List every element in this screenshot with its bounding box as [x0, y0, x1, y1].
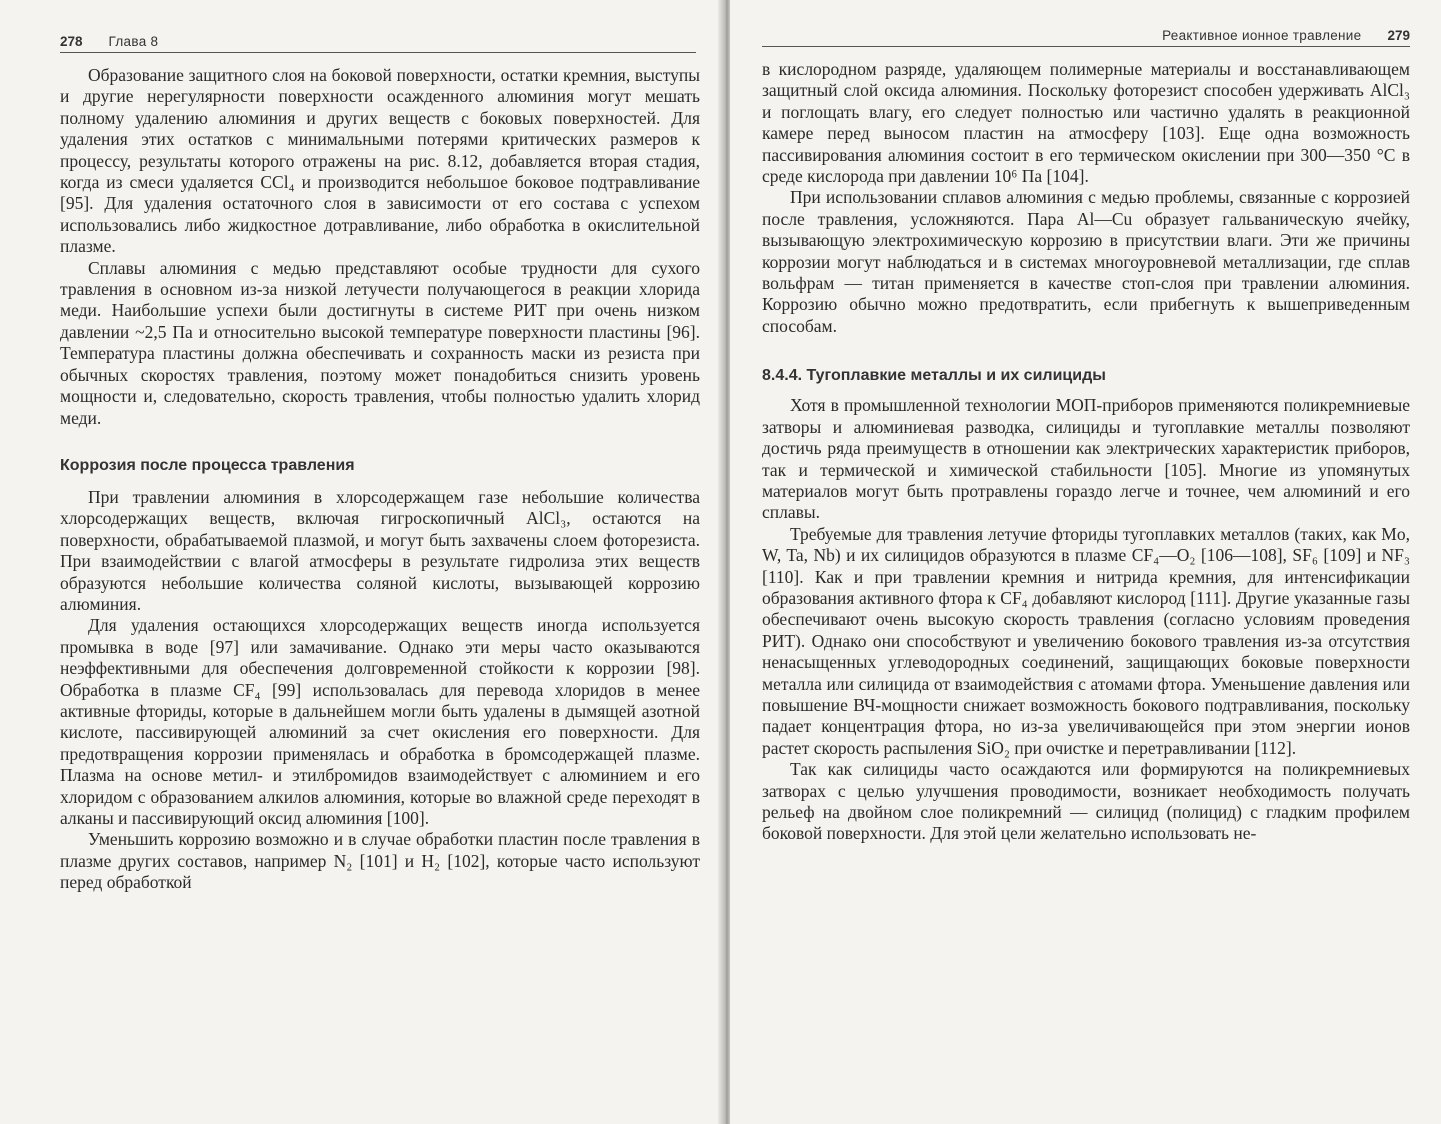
paragraph: Сплавы алюминия с медью представляют особые трудности для сухого травления в основном из-за низкой летучести получающегося в реакции хлорида меди. Наибольшие успехи были достигнуты в системе РИТ при очень низком давлении ~2,5 Па и относительно высокой температуре поверхности пластины [96]. Температура пластины должна обеспечивать и сохранность маски из резиста при обычных скоростях травления, поэтому может понадобиться снизить уровень мощности и, следовательно, скорость травления, чтобы полностью удалить хлорид меди. [60, 257, 700, 428]
paragraph: Образование защитного слоя на боковой поверхности, остатки кремния, выступы и другие нерегулярности поверхности осажденного алюминия могут мешать полному удалению алюминия и других веществ с боковых поверхностей. Для удаления этих остатков с минимальными потерями критических размеров к процессу, результаты которого отражены на рис. 8.12, добавляется вторая стадия, когда из смеси удаляется CCl₄ и производится небольшое боковое подтравливание [95]. Для удаления остаточного слоя в зависимости от его состава с успехом использовались либо жидкостное дотравливание, либо обработка в окислительной плазме. [60, 65, 700, 257]
paragraph: Для удаления остающихся хлорсодержащих веществ иногда используется промывка в воде [97] или замачивание. Однако эти меры часто оказываются неэффективными для обеспечения долговременной стойкости к коррозии [98]. Обработка в плазме CF₄ [99] использовалась для перевода хлоридов в менее активные фториды, которые в дальнейшем могли быть удалены в дымящей азотной кислоте, пассивирующей алюминий за счет окисления его поверхности. Для предотвращения коррозии применялась и обработка в бромсодержащей плазме. Плазма на основе метил- и этилбромидов взаимодействует с алюминием и его хлоридом с образованием алкилов алюминия, которые во влажной среде переходят в алканы и пассивирующий оксид алюминия [100]. [60, 615, 700, 828]
right-page-header [762, 28, 1410, 47]
left-page-header [60, 34, 696, 53]
paragraph: Хотя в промышленной технологии МОП-приборов применяются поликремниевые затворы и алюминиевая разводка, силициды и тугоплавкие металлы позволяют достичь ряда преимуществ в отношении как электрических характеристик приборов, так и термической и химической стабильности [105]. Многие из упомянутых материалов могут быть протравлены гораздо легче и точнее, чем алюминий и его сплавы. [762, 395, 1410, 523]
running-head: Реактивное ионное травление [1162, 28, 1362, 43]
page-number: 278 [60, 34, 83, 49]
paragraph: Требуемые для травления летучие фториды тугоплавких металлов (таких, как Mo, W, Ta, Nb) и их силицидов образуются в плазме CF₄—O₂ [106—108], SF₆ [109] и NF₃ [110]. Как и при травлении кремния и нитрида кремния, для интенсификации образования активного фтора к CF₄ добавляют кислород [111]. Другие указанные газы обеспечивают очень высокую скорость травления (согласно условиям проведения РИТ). Однако они способствуют и увеличению бокового травления из-за отсутствия ненасыщенных углеводородных соединений, защищающих боковые поверхности металла или силицида от взаимодействия с атомами фтора. Уменьшение давления или повышение ВЧ-мощности снижает возможность бокового подтравливания, поскольку падает концентрация фтора, но из-за увеличивающейся при этом энергии ионов растет скорость распыления SiO₂ при очистке и перетравливании [112]. [762, 523, 1410, 758]
paragraph: При травлении алюминия в хлорсодержащем газе небольшие количества хлорсодержащих веществ, включая гигроскопичный AlCl₃, остаются на поверхности, обрабатываемой плазмой, и могут быть захвачены слоем фоторезиста. При взаимодействии с влагой атмосферы в результате гидролиза этих веществ образуются небольшие количества соляной кислоты, вызывающей коррозию алюминия. [60, 486, 700, 614]
right-page [730, 0, 1441, 1124]
paragraph: в кислородном разряде, удаляющем полимерные материалы и восстанавливающем защитный слой оксида алюминия. Поскольку фоторезист способен удерживать AlCl₃ и поглощать влагу, его следует полностью или частично удалять в реакционной камере перед выносом пластин на атмосферу [103]. Еще одна возможность пассивирования алюминия состоит в его термическом окислении при 300—350 °C в среде кислорода при давлении 10⁶ Па [104]. [762, 59, 1410, 187]
page-number: 279 [1387, 28, 1410, 43]
section-heading: Коррозия после процесса травления [60, 456, 355, 474]
section-heading: 8.4.4. Тугоплавкие металлы и их силициды [762, 367, 1106, 385]
paragraph: Уменьшить коррозию возможно и в случае обработки пластин после травления в плазме других составов, например N₂ [101] и H₂ [102], которые часто используют перед обработкой [60, 829, 700, 893]
running-head: Глава 8 [108, 34, 159, 49]
paragraph: Так как силициды часто осаждаются или формируются на поликремниевых затворах с целью улучшения проводимости, возникает необходимость получать рельеф на двойном слое поликремний — силицид (полицид) с гладким профилем боковой поверхности. Для этой цели желательно использовать не- [762, 759, 1410, 844]
paragraph: При использовании сплавов алюминия с медью проблемы, связанные с коррозией после травления, усложняются. Пара Al—Cu образует гальваническую ячейку, вызывающую электрохимическую коррозию в присутствии влаги. Эти же причины коррозии могут наблюдаться и в системах многоуровневой металлизации, где сплав вольфрам — титан применяется в качестве стоп-слоя при травлении алюминия. Коррозию обычно можно предотвратить, если прибегнуть к вышеприведенным способам. [762, 187, 1410, 336]
